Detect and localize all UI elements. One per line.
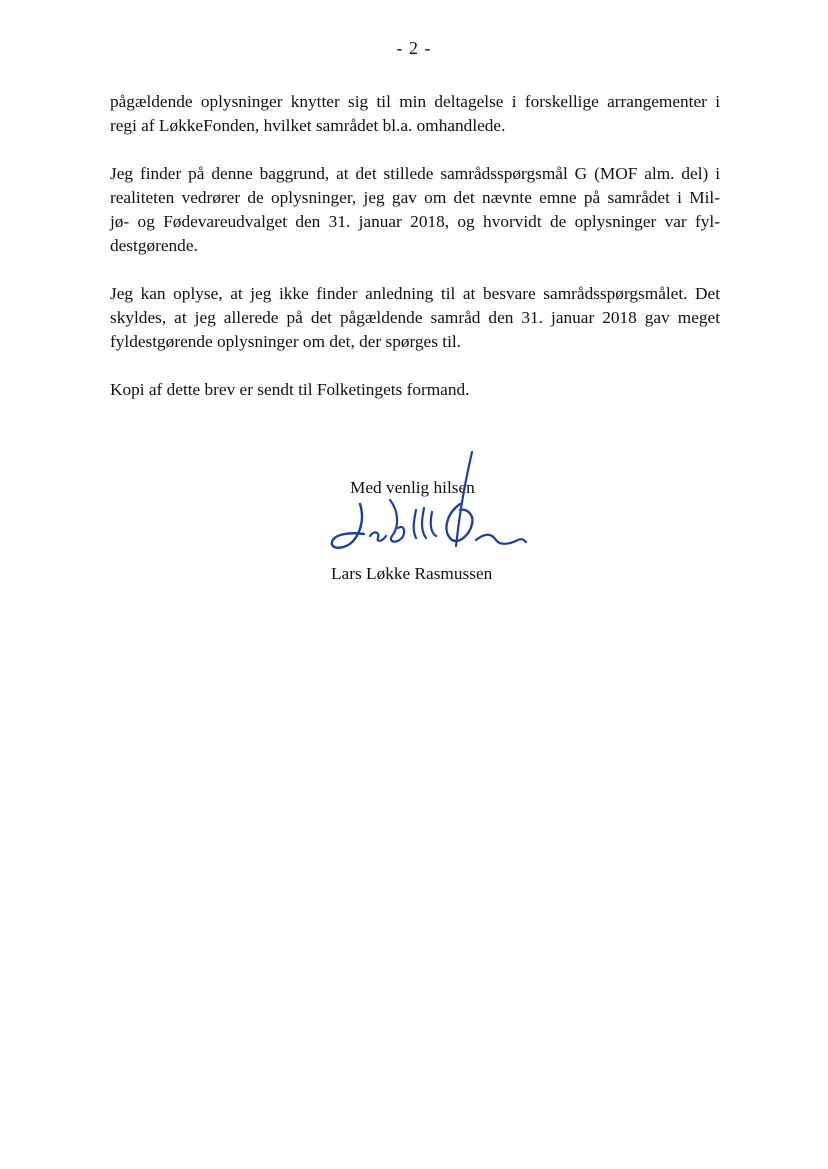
paragraph-2 [110,162,720,258]
signature-stroke [476,535,526,544]
paragraph-line: Jeg finder på denne baggrund, at det stillede samrådsspørgsmål G (MOF alm. del) i [110,164,720,183]
paragraph-line: Jeg kan oplyse, at jeg ikke finder anledning til at besvare samrådsspørgsmålet. Det [110,284,720,303]
sender-name: Lars Løkke Rasmussen [331,564,493,583]
signature-stroke [414,508,436,538]
signature-strokes [332,452,526,548]
paragraph-line: pågældende oplysninger knytter sig til min deltagelse i forskellige arrangementer i [110,92,720,111]
paragraph-line: realiteten vedrører de oplysninger, jeg gav om det nævnte emne på samrådet i Mil- [110,188,720,207]
signature-stroke [390,500,404,542]
paragraph-line: destgørende. [110,236,198,255]
paragraph-line: regi af LøkkeFonden, hvilket samrådet bl.a. omhandlede. [110,116,506,135]
paragraph-3 [110,282,720,354]
paragraph-line: Kopi af dette brev er sendt til Folketingets formand. [110,380,470,399]
signature-stroke [332,504,364,548]
letter-body [110,90,720,426]
handwritten-signature [320,448,530,568]
page-number: - 2 - [396,38,432,58]
paragraph-line: fyldestgørende oplysninger om det, der spørges til. [110,332,461,351]
paragraph-1 [110,90,720,138]
signature-stroke [370,532,386,540]
closing-greeting: Med venlig hilsen [350,478,475,497]
paragraph-line: jø- og Fødevareudvalget den 31. januar 2018, og hvorvidt de oplysninger var fyl- [110,212,720,231]
paragraph-line: skyldes, at jeg allerede på det pågældende samråd den 31. januar 2018 gav meget [110,308,720,327]
paragraph-4 [110,378,720,402]
